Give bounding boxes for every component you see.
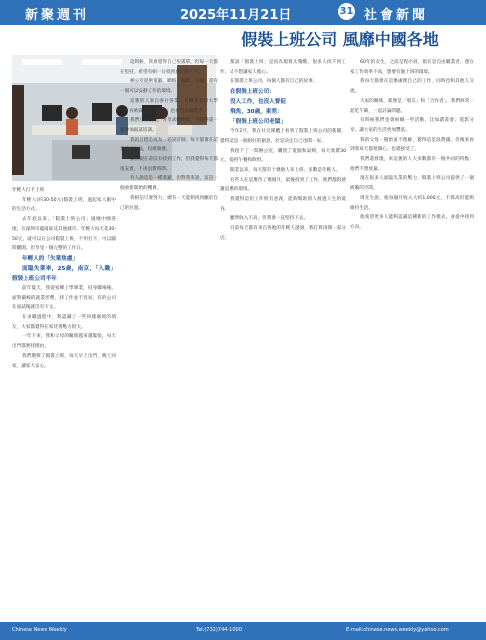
section-name-left: 新聚週刊: [25, 8, 90, 23]
paragraph: 我的父母一開始並不理解，覺得這是浪費錢，但後來看到我每天都很開心，也就接受了。: [350, 137, 474, 153]
page-header: [0, 0, 486, 25]
paragraph: 年輕人(約30-50元)假裝上班，過起家人眼中的生活方式。: [12, 197, 116, 213]
subheading: 年輕人的「失業焦慮」: [22, 255, 78, 262]
paragraph: 我們選擇了假裝上班，每天早上出門，晚上回家，讓家人安心。: [12, 353, 116, 369]
photo-caption: 年輕人打卡上班: [12, 188, 45, 193]
paragraph: 我們互相鼓勵，分享求職經驗，有時候還一起參加面試培訓。: [120, 118, 218, 133]
footer-phone: Tel:(732)744-1000: [196, 627, 242, 633]
subheading: 沒人工作，也沒人督促: [230, 99, 286, 106]
paragraph: 周先生說，他每個月收入大約1,000元，不算高但能夠維持生活。: [350, 195, 474, 211]
paragraph: 有人說這是一種逃避，但對我來說，這是一個重新開始的機會。: [120, 176, 218, 192]
paragraph: 我的目標是成為一名設計師，每天都會在這裏練習作品，投遞簡歷。: [120, 137, 218, 153]
column-2: [120, 58, 218, 606]
paragraph: 前年夏天，我從家鄉上學畢業，投身職場後，面對嚴峻的就業形勢，找工作並不容易，有的公司在面試後就沒有下文。: [12, 285, 116, 311]
subheading: 飛魚，30歲，東莞：: [230, 109, 283, 116]
paragraph: 一年下來，我和父母的關係越來越緊張，每天出門都要找理由。: [12, 334, 116, 350]
paragraph: 他希望更多人能夠認識這種新的工作模式，並從中找到方向。: [350, 215, 474, 230]
paragraph: 雖然收入不高，但我會一直堅持下去。: [230, 216, 309, 222]
paragraph: 大家的關係，就像是「朋友」和「合作者」，我們經常一起吃午飯，一起討論問題。: [350, 98, 474, 114]
paragraph: 我租下了一間辦公室，購置了電腦和桌椅，每天收費30元，提供午餐和飲料。: [220, 148, 346, 164]
paragraph: 雖然現在還沒有找到工作，但我覺得每天都很充實，不再浪費時間。: [120, 157, 218, 172]
paragraph: 去年底以來，「假裝上班公司」風靡中國各地，在深圳市龍崗區及其他城市，年輕人每天花30-50元，就可以在公司假裝上班，不用打卡，可以隨時離開，但享受一個完整的工作日。: [12, 217, 116, 252]
paragraph: 目前每天都有來自各地的年輕人諮詢，我打算再開一家分店。: [220, 226, 346, 241]
paragraph: 現在很多人面臨失業的壓力，假裝上班公司提供了一個緩衝的空間。: [350, 176, 474, 192]
footer-email[interactable]: E-mail:chinese.news.weekly@yahoo.com: [346, 627, 449, 633]
paragraph: 我每天都會在這裏處理自己的工作，同時也和其他人交流。: [350, 79, 474, 95]
column-1: [12, 186, 116, 606]
issue-date: 2025年11月21日: [180, 8, 292, 23]
paragraph: 開業以來，每天都有十幾個人來上班，多數是年輕人。: [230, 167, 341, 173]
page-number-badge: 31: [338, 3, 355, 20]
subheading: 面臨失業率，25歲，南京，「入職」假裝上班公司半年: [12, 265, 116, 282]
paragraph: 有些人在這裏待了幾個月，最後找到了工作，他們都很感謝這裏的環境。: [220, 177, 346, 193]
subheading: 在假裝上班公司：: [230, 89, 275, 96]
paragraph: 這裏的人來自各行各業，有剛畢業的大學生，有被裁員的中年人，也有自由職業者。: [120, 98, 218, 114]
paragraph: 在假裝上班公司，每個人都有自己的故事。: [230, 79, 318, 85]
paragraph: 這時候，我會覺得自己很孤單，但每一天都在堅持，希望有朝一日找到真正的工作。: [120, 60, 218, 75]
paragraph: 我覺得這份工作很有意義，能夠幫助別人渡過人生的低谷。: [220, 197, 346, 212]
paragraph: 60年的女生，之前是程序員，現在是自由職業者，想在家工作效率不高，想要有個上班的環境。: [350, 60, 474, 75]
subheading: 「假裝上班公司老闆」: [230, 119, 286, 126]
paragraph: 有時候我們也會組織一些活動，比如讀書會、電影分享，讓大家的生活更加豐富。: [350, 118, 474, 133]
paragraph: 我們還發現，來這裏的人大多數都有一個共同的特點：他們不想放棄。: [350, 157, 474, 172]
section-name-right: 社會新聞: [364, 8, 429, 23]
article-title: 假裝上班公司 風靡中國各地: [241, 30, 439, 49]
page-footer: [0, 622, 486, 640]
paragraph: 辦公室提供電腦、網絡、咖啡、午餐，還有一個可以安靜工作的環境。: [120, 79, 218, 95]
paragraph: 我相信只要努力，總有一天能夠找到屬於自己的位置。: [120, 195, 218, 211]
paragraph: 今年2月，我在社交媒體上看到了假裝上班公司的新聞，覺得這是一個很好的創意，於是決定自己也開一家。: [220, 129, 346, 144]
paragraph: 都說「假裝上班」是因為現實太殘酷，很多人找不到工作，又不想讓家人擔心。: [220, 60, 346, 75]
column-3: [220, 58, 346, 606]
footer-publication: Chinese News Weekly: [12, 627, 67, 633]
paragraph: 在求職過程中，我認識了一些同樣處境的朋友，大家都覺得在家待著壓力很大。: [12, 315, 116, 330]
column-4: [350, 58, 474, 606]
